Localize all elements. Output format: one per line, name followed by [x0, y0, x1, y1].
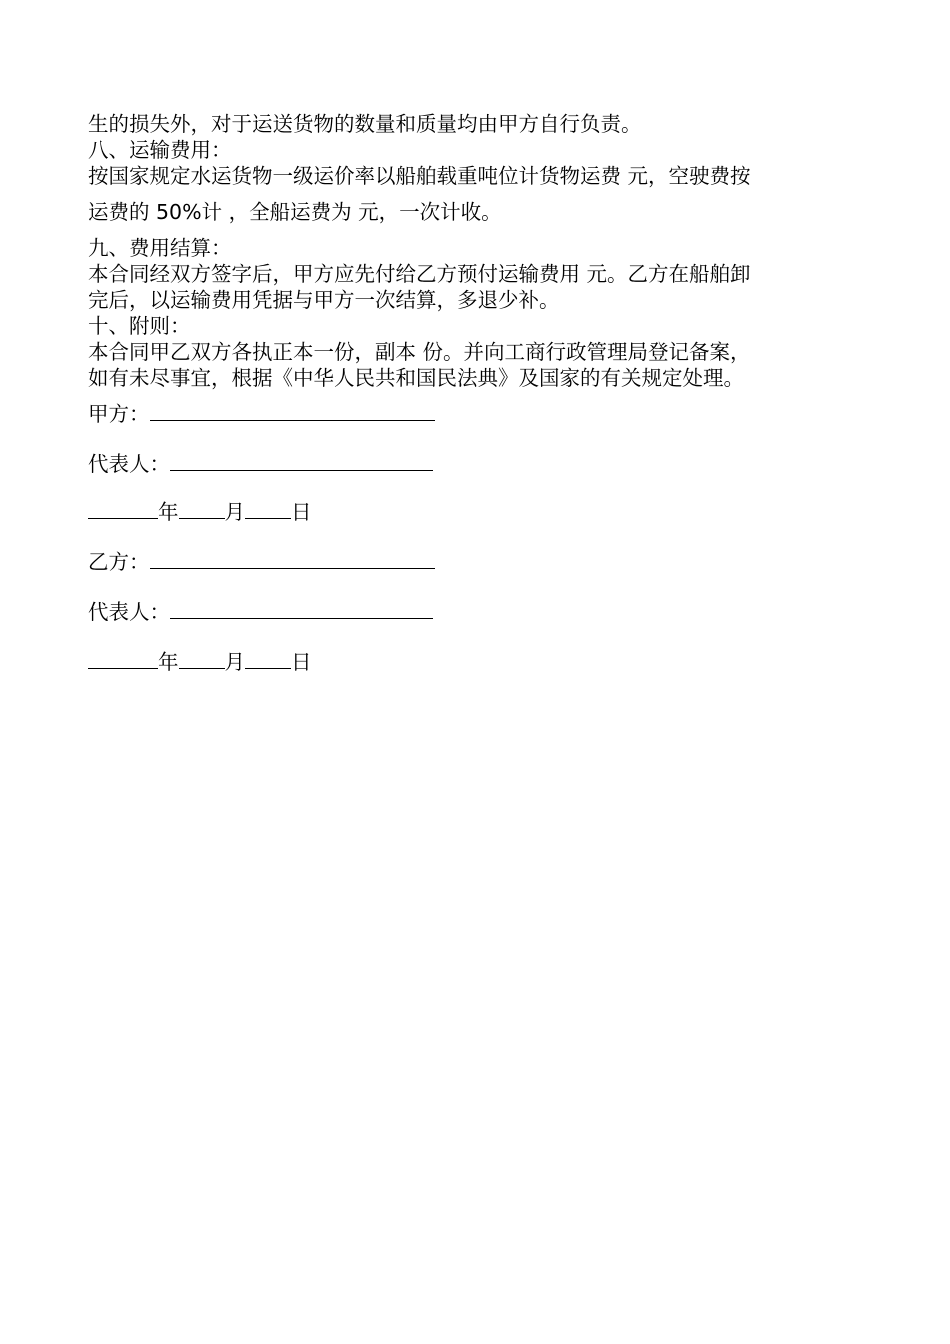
section-heading-appendix: 十、附则： [88, 314, 191, 338]
section-heading-transport-fee: 八、运输费用： [88, 138, 232, 162]
date-b-month-label: 月 [224, 650, 245, 674]
date-a-line [88, 498, 312, 524]
rep-b-blank[interactable] [170, 598, 433, 619]
party-b-blank[interactable] [150, 548, 435, 569]
rep-a-blank[interactable] [170, 450, 433, 471]
date-a-month-label: 月 [224, 500, 245, 524]
paragraph-transport-fee-line2: 运费的 50%计 ，全船运费为 元，一次计收。 [88, 200, 502, 224]
date-b-day-blank[interactable] [245, 648, 291, 669]
date-b-day-label: 日 [291, 650, 312, 674]
party-a-blank[interactable] [150, 400, 435, 421]
date-a-year-label: 年 [158, 500, 179, 524]
paragraph-settlement-line2: 完后，以运输费用凭据与甲方一次结算，多退少补。 [88, 288, 560, 312]
date-b-line [88, 648, 312, 674]
date-b-month-blank[interactable] [179, 648, 225, 669]
rep-a-signature-line [88, 450, 433, 476]
section-heading-settlement: 九、费用结算： [88, 236, 232, 260]
rep-a-label: 代表人： [88, 452, 170, 476]
paragraph-appendix-line1: 本合同甲乙双方各执正本一份，副本 份。并向工商行政管理局登记备案， [88, 340, 751, 364]
party-a-label: 甲方： [88, 402, 150, 426]
paragraph-liability-end: 生的损失外，对于运送货物的数量和质量均由甲方自行负责。 [88, 112, 642, 136]
date-b-year-blank[interactable] [88, 648, 158, 669]
party-b-label: 乙方： [88, 550, 150, 574]
date-a-month-blank[interactable] [179, 498, 225, 519]
rep-b-signature-line [88, 598, 433, 624]
paragraph-appendix-line2: 如有未尽事宜，根据《中华人民共和国民法典》及国家的有关规定处理。 [88, 366, 744, 390]
date-a-day-label: 日 [291, 500, 312, 524]
paragraph-settlement-line1: 本合同经双方签字后，甲方应先付给乙方预付运输费用 元。乙方在船舶卸 [88, 262, 751, 286]
date-b-year-label: 年 [158, 650, 179, 674]
paragraph-transport-fee-line1: 按国家规定水运货物一级运价率以船舶载重吨位计货物运费 元，空驶费按 [88, 164, 751, 188]
party-a-signature-line [88, 400, 435, 426]
rep-b-label: 代表人： [88, 600, 170, 624]
party-b-signature-line [88, 548, 435, 574]
date-a-year-blank[interactable] [88, 498, 158, 519]
date-a-day-blank[interactable] [245, 498, 291, 519]
